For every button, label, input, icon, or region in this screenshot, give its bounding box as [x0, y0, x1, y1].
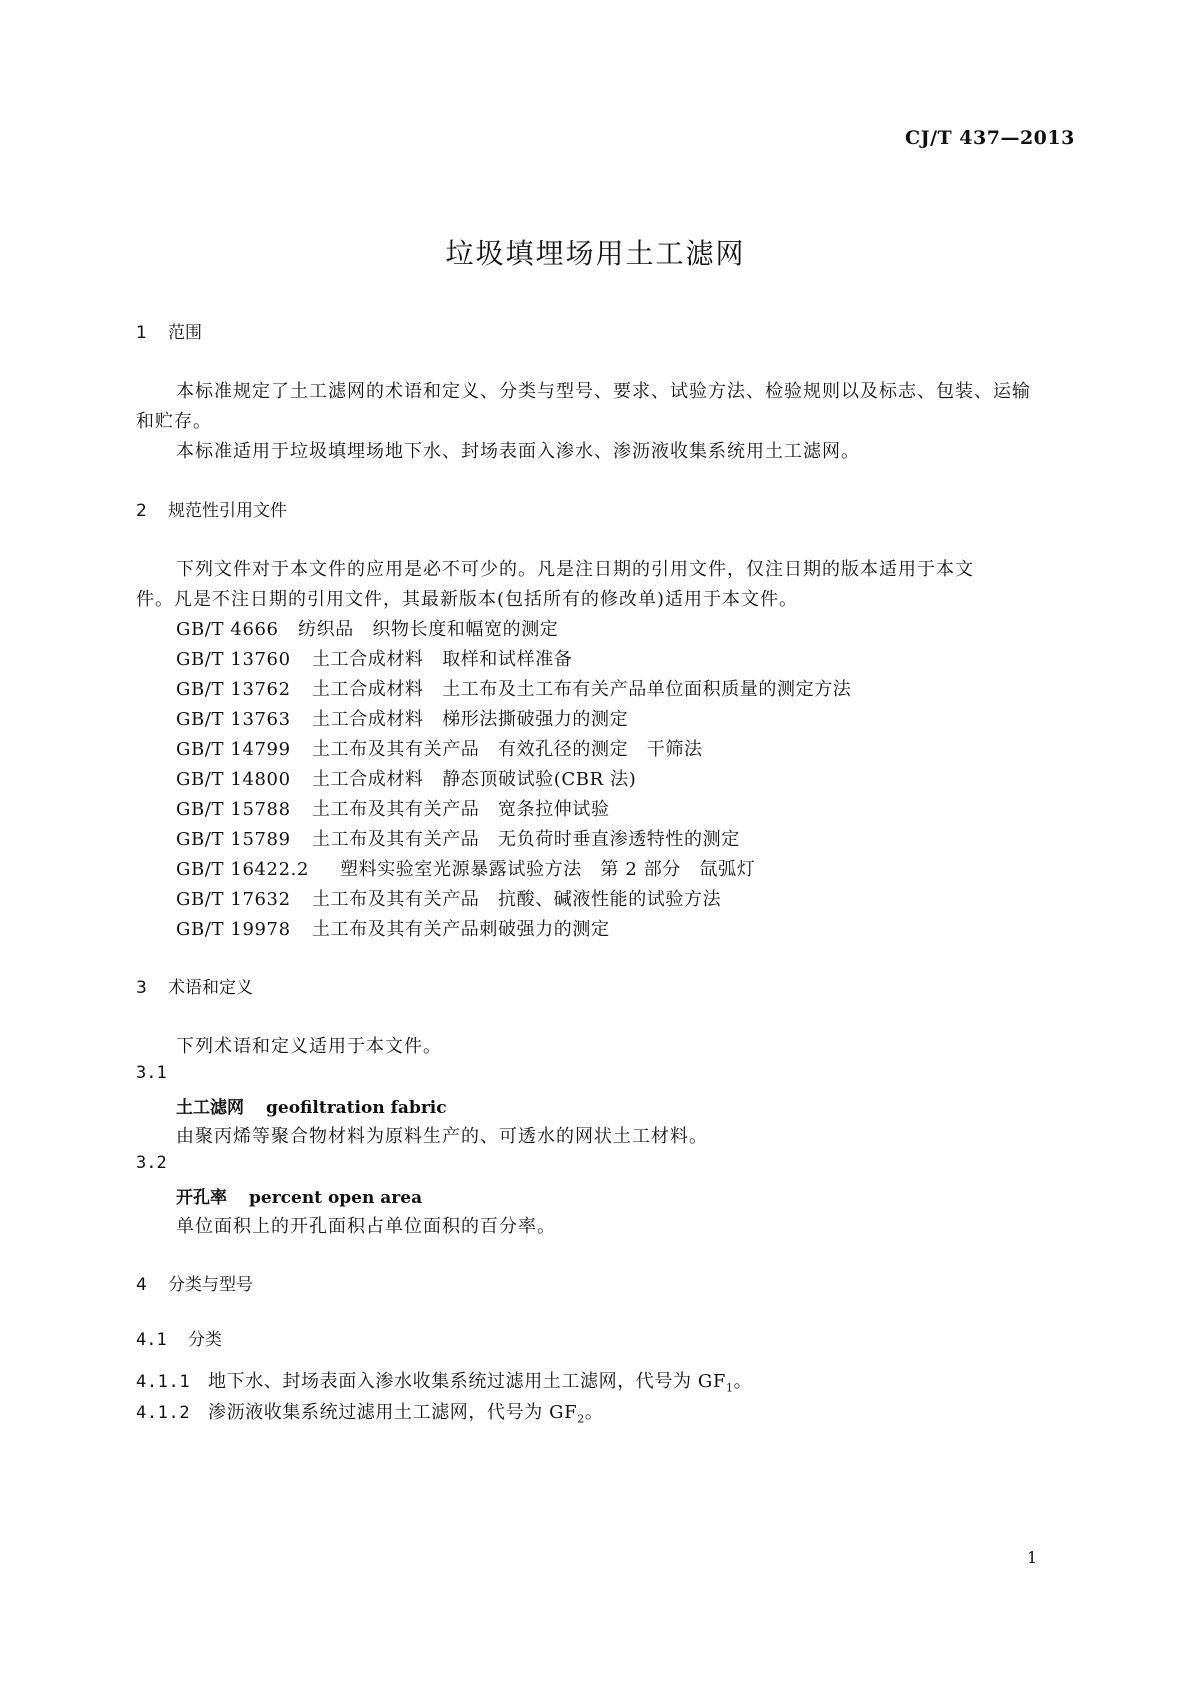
- clause-text: 渗沥液收集系统过滤用土工滤网，代号为 GF: [208, 1402, 578, 1423]
- paragraph: 本标准适用于垃圾填埋场地下水、封场表面入渗水、渗沥液收集系统用土工滤网。: [176, 441, 860, 462]
- paragraph: 本标准规定了土工滤网的术语和定义、分类与型号、要求、试验方法、检验规则以及标志、包装、运输: [176, 381, 1031, 402]
- reference-item: GB/T 14800 土工合成材料 静态顶破试验(CBR 法): [176, 769, 637, 790]
- paragraph: 下列术语和定义适用于本文件。: [176, 1036, 442, 1057]
- reference-item: GB/T 15788 土工布及其有关产品 宽条拉伸试验: [176, 799, 610, 820]
- clause-number: 4.1.2: [136, 1403, 191, 1423]
- paragraph: 件。凡是不注日期的引用文件，其最新版本(包括所有的修改单)适用于本文件。: [136, 589, 799, 610]
- reference-item: GB/T 13762 土工合成材料 土工布及土工布有关产品单位面积质量的测定方法: [176, 679, 852, 700]
- reference-item: GB/T 15789 土工布及其有关产品 无负荷时垂直渗透特性的测定: [176, 829, 740, 850]
- section-3-heading: [136, 973, 253, 998]
- section-number: 1: [136, 323, 147, 343]
- section-title: 范围: [168, 323, 202, 343]
- clause: 4.1.1 地下水、封场表面入渗水收集系统过滤用土工滤网，代号为 $GF_1$。: [136, 1371, 753, 1395]
- reference-item: GB/T 19978 土工布及其有关产品刺破强力的测定: [176, 919, 610, 940]
- reference-item: GB/T 14799 土工布及其有关产品 有效孔径的测定 干筛法: [176, 739, 703, 760]
- standard-code: CJ/T 437—2013: [905, 127, 1075, 149]
- section-number: 3: [136, 978, 147, 998]
- clause-text: 地下水、封场表面入渗水收集系统过滤用土工滤网，代号为 GF: [208, 1371, 726, 1392]
- section-1-heading: [136, 318, 202, 343]
- term-english: geofiltration fabric: [266, 1098, 447, 1118]
- reference-item: GB/T 16422.2 塑料实验室光源暴露试验方法 第 2 部分 氙弧灯: [176, 859, 756, 880]
- document-title: 垃圾填埋场用土工滤网: [445, 237, 746, 270]
- clause-subscript: 2: [577, 1412, 585, 1426]
- term-chinese: 开孔率: [176, 1188, 227, 1208]
- clause: 4.1.2 渗沥液收集系统过滤用土工滤网，代号为 $GF_2$。: [136, 1402, 604, 1426]
- clause-number: 4.1.1: [136, 1372, 191, 1392]
- section-title: 规范性引用文件: [168, 501, 287, 521]
- term-definition: 单位面积上的开孔面积占单位面积的百分率。: [176, 1216, 556, 1237]
- term-number: 3.2: [136, 1153, 167, 1173]
- section-title: 术语和定义: [168, 978, 253, 998]
- section-title: 分类与型号: [168, 1275, 253, 1295]
- reference-item: GB/T 13763 土工合成材料 梯形法撕破强力的测定: [176, 709, 629, 730]
- term-number: 3.1: [136, 1063, 167, 1083]
- term-chinese: 土工滤网: [176, 1098, 244, 1118]
- paragraph: 和贮存。: [136, 411, 212, 432]
- subsection-heading: [136, 1325, 222, 1350]
- term-heading: [176, 1093, 447, 1118]
- term-english: percent open area: [249, 1188, 423, 1208]
- subsection-number: 4.1: [136, 1330, 167, 1350]
- term-definition: 由聚丙烯等聚合物材料为原料生产的、可透水的网状土工材料。: [176, 1126, 708, 1147]
- reference-item: GB/T 17632 土工布及其有关产品 抗酸、碱液性能的试验方法: [176, 889, 722, 910]
- subsection-title: 分类: [188, 1330, 222, 1350]
- section-4-heading: [136, 1270, 253, 1295]
- section-number: 4: [136, 1275, 147, 1295]
- section-number: 2: [136, 501, 147, 521]
- term-heading: [176, 1183, 422, 1208]
- clause-subscript: 1: [726, 1381, 734, 1395]
- section-2-heading: [136, 496, 287, 521]
- reference-item: GB/T 4666 纺织品 织物长度和幅宽的测定: [176, 619, 559, 640]
- page-number: 1: [1027, 1548, 1038, 1567]
- reference-item: GB/T 13760 土工合成材料 取样和试样准备: [176, 649, 573, 670]
- paragraph: 下列文件对于本文件的应用是必不可少的。凡是注日期的引用文件，仅注日期的版本适用于本文: [176, 559, 974, 580]
